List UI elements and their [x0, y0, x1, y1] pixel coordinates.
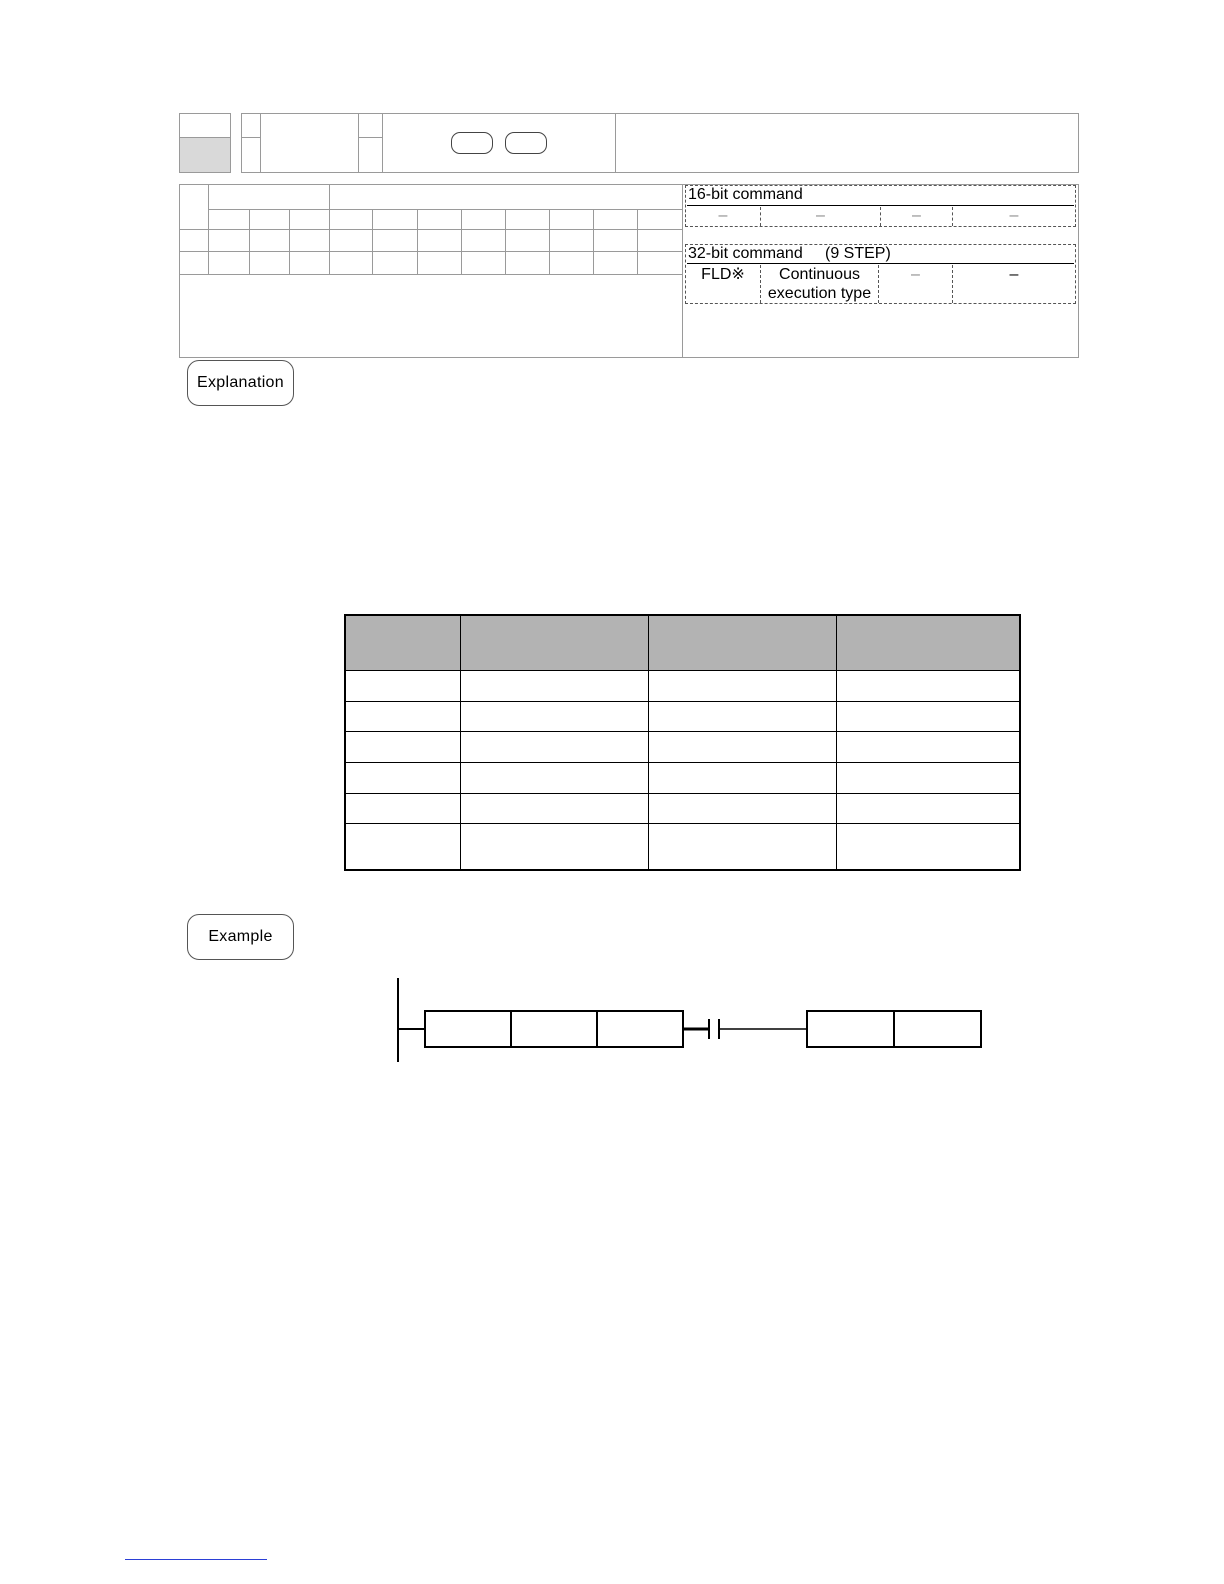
- operand-table: [344, 614, 1021, 871]
- table-row: [345, 671, 1020, 702]
- instruction-header-box: [241, 113, 1079, 173]
- cmd32-exec-line2: execution type: [767, 285, 872, 302]
- cmd32-steps: (9 STEP): [825, 245, 891, 262]
- instruction-number-shaded: [180, 137, 230, 172]
- instruction-box-1: [425, 1011, 511, 1047]
- explanation-badge: Explanation: [187, 360, 294, 406]
- cmd16-cell-1: –: [718, 207, 728, 224]
- instruction-box-3: [597, 1011, 683, 1047]
- output-box-1: [807, 1011, 894, 1047]
- cmd16-cell-3: –: [912, 207, 921, 224]
- cmd16-cell-2: –: [816, 207, 825, 224]
- table-header-row: [345, 615, 1020, 671]
- cmd16-title: 16-bit command: [688, 186, 803, 203]
- output-box-2: [894, 1011, 981, 1047]
- footer-link-underline: [125, 1559, 267, 1560]
- cmd32-title: 32-bit command: [688, 245, 803, 262]
- table-row: [345, 732, 1020, 763]
- cmd32-col4: –: [1009, 266, 1019, 283]
- table-row: [345, 824, 1020, 870]
- cmd32-exec-line1: Continuous: [779, 266, 860, 283]
- operand-pill-1: [451, 132, 493, 154]
- table-row: [345, 763, 1020, 794]
- instruction-box-2: [511, 1011, 597, 1047]
- ladder-diagram: [380, 970, 1000, 1070]
- table-row: [345, 701, 1020, 732]
- table-row: [345, 793, 1020, 824]
- operand-pill-2: [505, 132, 547, 154]
- cmd32-col3: –: [911, 266, 920, 283]
- cmd16-cell-4: –: [1009, 207, 1019, 224]
- cmd32-mnemonic: FLD※: [701, 266, 745, 283]
- example-badge: Example: [187, 914, 294, 960]
